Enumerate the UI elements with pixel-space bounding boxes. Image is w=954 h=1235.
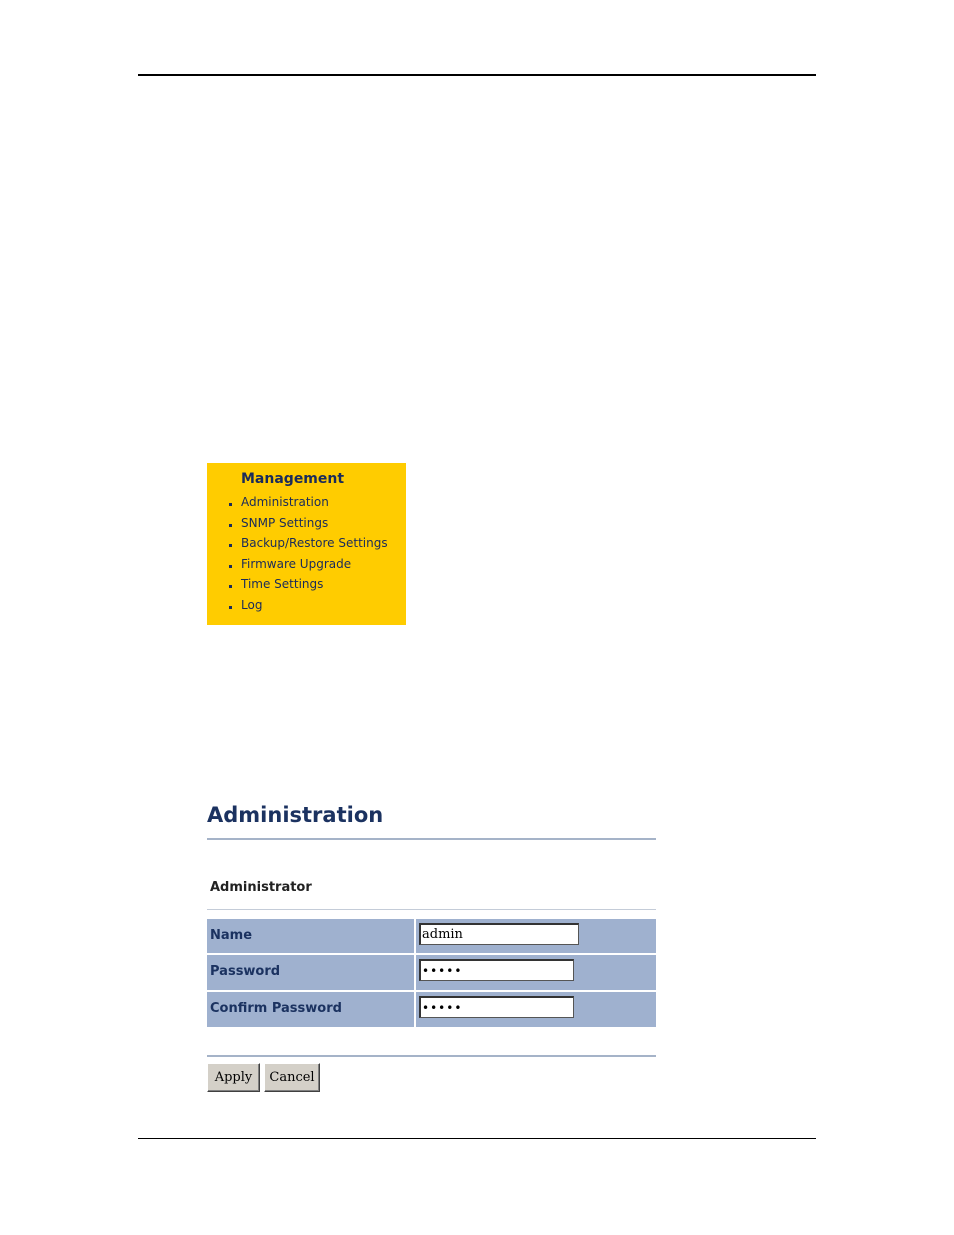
password-input[interactable] (419, 959, 574, 981)
menu-item-snmp-settings[interactable] (229, 515, 388, 536)
bullet-icon (229, 565, 232, 568)
confirm-password-label: Confirm Password (210, 1001, 342, 1016)
menu-item-label: SNMP Settings (241, 515, 329, 530)
menu-item-label: Firmware Upgrade (241, 556, 352, 571)
confirm-password-row (207, 992, 656, 1027)
name-value-cell (416, 919, 656, 953)
button-divider (207, 1055, 656, 1057)
menu-item-backup-restore[interactable] (229, 535, 388, 556)
password-label-cell (207, 955, 414, 990)
cancel-button[interactable]: Cancel (264, 1063, 320, 1092)
header-rule (138, 74, 816, 76)
bullet-icon (229, 544, 232, 547)
menu-item-administration[interactable] (229, 494, 388, 515)
bullet-icon (229, 503, 232, 506)
menu-item-time-settings[interactable] (229, 576, 388, 597)
confirm-password-value-cell (416, 992, 656, 1027)
footer-rule (138, 1138, 816, 1139)
page-title: Administration (207, 803, 384, 827)
name-input[interactable] (419, 923, 579, 945)
confirm-password-label-cell (207, 992, 414, 1027)
bullet-icon (229, 524, 232, 527)
confirm-password-input[interactable] (419, 996, 574, 1018)
name-label-cell (207, 919, 414, 953)
menu-item-label: Log (241, 597, 263, 612)
menu-title: Management (241, 471, 345, 487)
password-label: Password (210, 964, 281, 979)
section-label: Administrator (210, 880, 312, 895)
menu-item-label: Backup/Restore Settings (241, 536, 388, 550)
name-label: Name (210, 928, 253, 943)
menu-item-firmware-upgrade[interactable] (229, 556, 388, 577)
menu-item-log[interactable] (229, 597, 388, 618)
management-menu (207, 463, 406, 625)
menu-list (229, 494, 388, 617)
name-row (207, 919, 656, 953)
menu-item-label: Administration (241, 495, 329, 509)
bullet-icon (229, 606, 232, 609)
menu-item-label: Time Settings (241, 577, 324, 591)
apply-button[interactable]: Apply (207, 1063, 260, 1092)
title-divider (207, 838, 656, 840)
password-value-cell (416, 955, 656, 990)
bullet-icon (229, 585, 232, 588)
section-divider (207, 909, 656, 910)
password-row (207, 955, 656, 990)
